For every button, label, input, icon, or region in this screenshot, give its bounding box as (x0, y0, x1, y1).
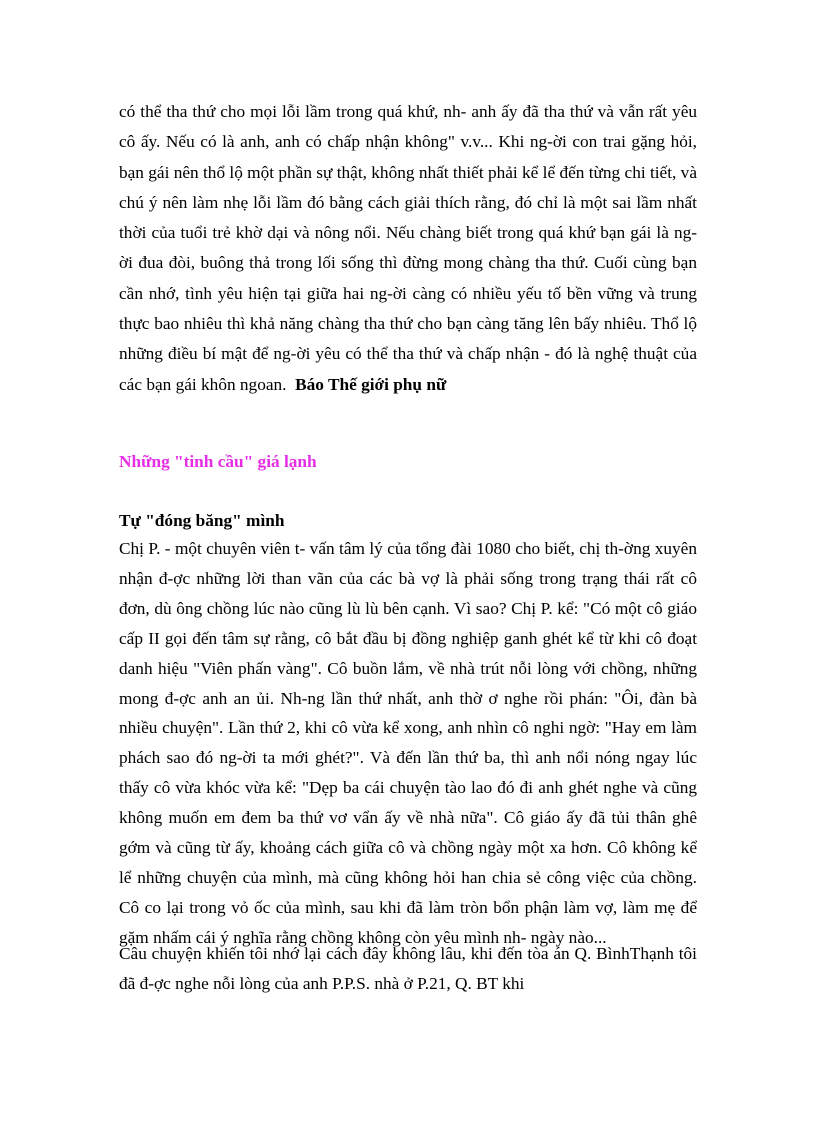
subheading: Tự "đóng băng" mình (119, 511, 285, 530)
body-paragraph: Chị P. - một chuyên viên t- vấn tâm lý của tổng đài 1080 cho biết, chị th-ờng xuyên nhận đ-ợc những lời than vãn của các bà vợ là phải sống trong trạng thái rất cô đơn, dù ông chồng lúc nào cũng lù lù bên cạnh. Vì sao? Chị P. kể: "Có một cô giáo cấp II gọi đến tâm sự rằng, cô bắt đầu bị đồng nghiệp ganh ghét kể từ khi cô đoạt danh hiệu "Viên phấn vàng". Cô buồn lắm, về nhà trút nỗi lòng với chồng, những mong đ-ợc anh an ủi. Nh-ng lần thứ nhất, anh thờ ơ nghe rồi phán: "Ôi, đàn bà nhiều chuyện". Lần thứ 2, khi cô vừa kể xong, anh nhìn cô nghi ngờ: "Hay em làm phách sao đó ng-ời ta mới ghét?". Và đến lần thứ ba, thì anh nổi nóng ngay lúc thấy cô vừa khóc vừa kể: "Dẹp ba cái chuyện tào lao đó đi anh ghét nghe và cũng không muốn em đem ba thứ vơ vẩn ấy về nhà nữa". Cô giáo ấy đã tủi thân ghê gớm và cũng từ ấy, khoảng cách giữa cô và chồng ngày một xa hơn. Cô không kể lể những chuyện của mình, mà cũng không hỏi han chia sẻ công việc của chồng. Cô co lại trong vỏ ốc của mình, sau khi đã làm tròn bổn phận làm vợ, làm mẹ để gặm nhấm cái ý nghĩa rằng chồng không còn yêu mình nh- ngày nào... (119, 539, 697, 947)
intro-paragraph (119, 97, 697, 400)
intro-paragraph-text: có thể tha thứ cho mọi lỗi lầm trong quá khứ, nh- anh ấy đã tha thứ và vẫn rất yêu cô ấy. Nếu có là anh, anh có chấp nhận không" v.v... Khi ng-ời con trai gặng hỏi, bạn gái nên thổ lộ một phần sự thật, không nhất thiết phải kể lể đến từng chi tiết, và chú ý nên làm nhẹ lỗi lầm đó bằng cách giải thích rằng, đó chỉ là một sai lầm nhất thời của tuổi trẻ khờ dại và nông nổi. Nếu chàng biết trong quá khứ bạn gái là ng-ời đua đòi, buông thả trong lối sống thì đừng mong chàng tha thứ. Cuối cùng bạn cần nhớ, tình yêu hiện tại giữa hai ng-ời càng có nhiều yếu tố bền vững và trung thực bao nhiêu thì khả năng chàng tha thứ cho bạn càng tăng lên bấy nhiêu. Thổ lộ những điều bí mật để ng-ời yêu có thể tha thứ và chấp nhận - đó là nghệ thuật của các bạn gái khôn ngoan. (119, 102, 697, 394)
source-attribution: Báo Thế giới phụ nữ (295, 374, 447, 394)
section-title: Những "tinh cầu" giá lạnh (119, 452, 317, 471)
body-paragraph-block (119, 534, 697, 953)
closing-paragraph: Câu chuyện khiến tôi nhớ lại cách đây không lâu, khi đến tòa án Q. BìnhThạnh tôi đã đ-ợc nghe nỗi lòng của anh P.P.S. nhà ở P.21, Q. BT khi (119, 944, 697, 993)
intro-paragraph-block (119, 97, 697, 400)
closing-paragraph-block (119, 939, 697, 999)
